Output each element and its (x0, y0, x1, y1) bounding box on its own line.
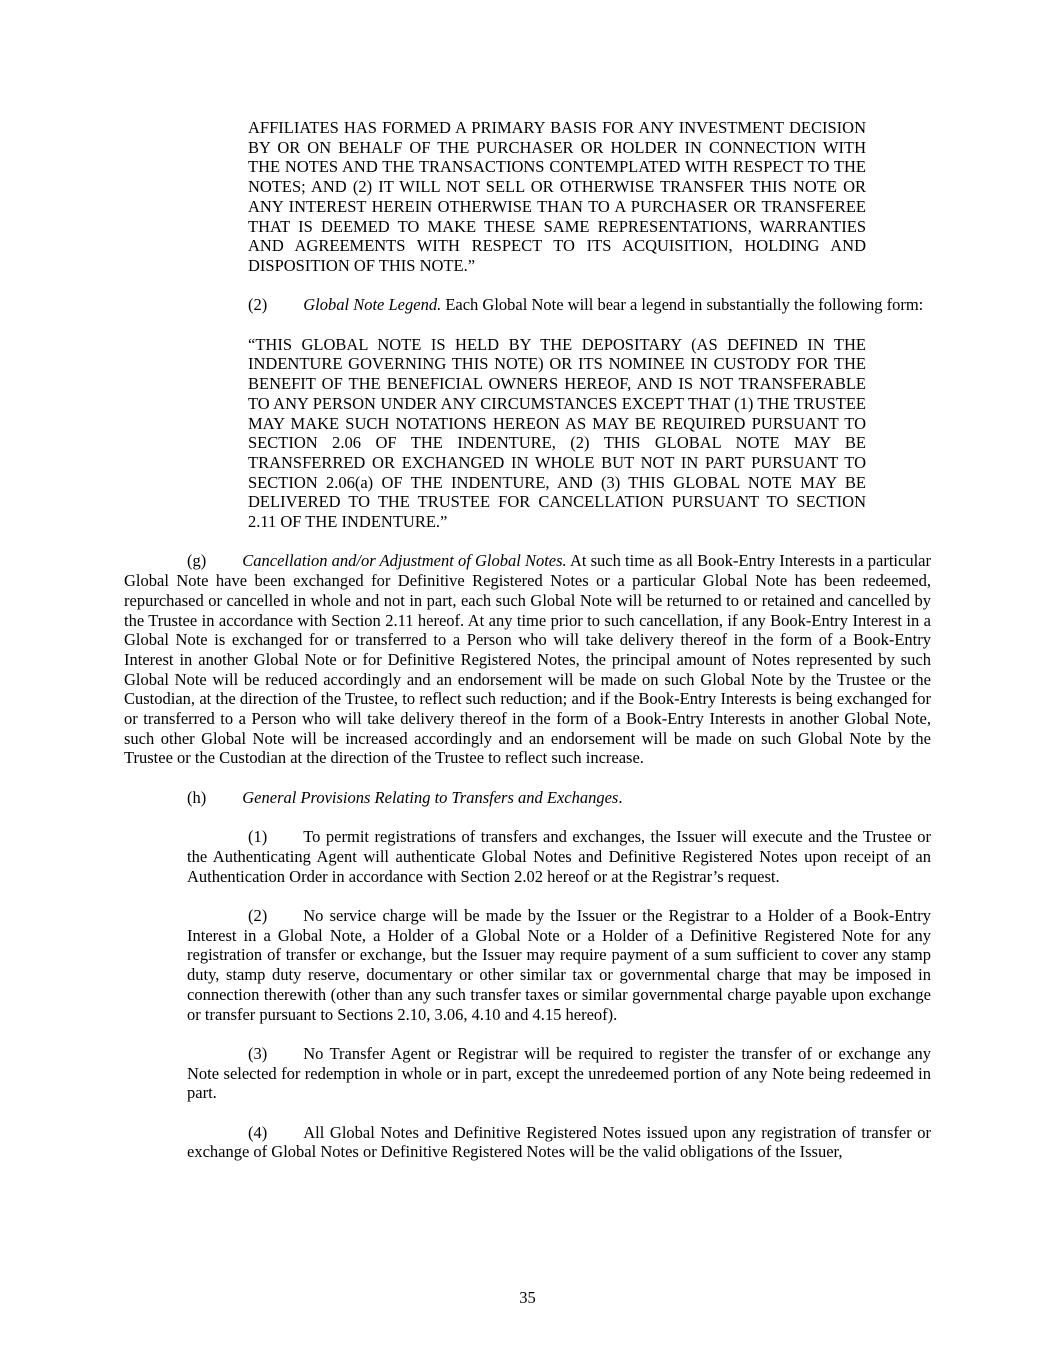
paragraph-sub-3 (187, 1044, 931, 1103)
paragraph-g (124, 551, 931, 768)
paragraph-global-note-legend (187, 295, 931, 315)
paragraph-marker: (3) (248, 1043, 268, 1063)
paragraph-marker: (h) (187, 787, 207, 807)
paragraph-text: To permit registrations of transfers and exchanges, the Issuer will execute and the Trustee or the Authenticating Agent will authenticate Global Notes and Definitive Registered Notes upon receipt of an Authentication Order in accordance with Section 2.02 hereof or at the Registrar’s request. (187, 827, 931, 886)
paragraph-sub-2 (187, 906, 931, 1024)
paragraph-title: Global Note Legend. (303, 295, 442, 315)
paragraph-title: Cancellation and/or Adjustment of Global Notes. (242, 551, 567, 571)
paragraph-text: No Transfer Agent or Registrar will be required to register the transfer of or exchange any Note selected for redemption in whole or in part, except the unredeemed portion of any Note being redeemed in part. (187, 1043, 931, 1103)
paragraph-marker: (4) (248, 1122, 268, 1142)
paragraph-text: Each Global Note will bear a legend in substantially the following form: (445, 295, 924, 315)
page-number: 35 (519, 1288, 536, 1308)
paragraph-h (124, 788, 931, 808)
paragraph-marker: (g) (187, 551, 207, 571)
paragraph-sub-4 (187, 1123, 931, 1162)
paragraph-text: No service charge will be made by the Issuer or the Registrar to a Holder of a Book-Entry Interest in a Global Note, a Holder of a Global Note or a Holder of a Definitive Registered Note for any registration of transfer or exchange, but the Issuer may require payment of a sum sufficient to cover any stamp duty, stamp duty reserve, documentary or other similar tax or governmental charge that may be imposed in connection therewith (other than any such transfer taxes or similar governmental charge payable upon exchange or transfer pursuant to Sections 2.10, 3.06, 4.10 and 4.15 hereof). (187, 906, 931, 1024)
paragraph-title: General Provisions Relating to Transfers and Exchanges (242, 787, 619, 807)
paragraph-text: At such time as all Book-Entry Interests in a particular Global Note have been exchanged for Definitive Registered Notes or a particular Global Note has been redeemed, repurchased or cancelled in whole and not in part, each such Global Note will be returned to or retained and cancelled by the Trustee in accordance with Section 2.11 hereof. At any time prior to such cancellation, if any Book-Entry Interest in a Global Note is exchanged for or transferred to a Person who will take delivery thereof in the form of a Book-Entry Interest in another Global Note or for Definitive Registered Notes, the principal amount of Notes represented by such Global Note will be reduced accordingly and an endorsement will be made on such Global Note by the Trustee or the Custodian, at the direction of the Trustee, to reflect such reduction; and if the Book-Entry Interests is being exchanged for or transferred to a Person who will take delivery thereof in the form of a Book-Entry Interests in another Global Note, such other Global Note will be increased accordingly and an endorsement will be made on such Global Note by the Trustee or the Custodian at the direction of the Trustee to reflect such increase. (124, 551, 931, 768)
legend-quote-global-note: “THIS GLOBAL NOTE IS HELD BY THE DEPOSITARY (AS DEFINED IN THE INDENTURE GOVERNING THIS NOTE) OR ITS NOMINEE IN CUSTODY FOR THE BENEFIT OF THE BENEFICIAL OWNERS HEREOF, AND IS NOT TRANSFERABLE TO ANY PERSON UNDER ANY CIRCUMSTANCES EXCEPT THAT (1) THE TRUSTEE MAY MAKE SUCH NOTATIONS HEREON AS MAY BE REQUIRED PURSUANT TO SECTION 2.06 OF THE INDENTURE, (2) THIS GLOBAL NOTE MAY BE TRANSFERRED OR EXCHANGED IN WHOLE BUT NOT IN PART PURSUANT TO SECTION 2.06(a) OF THE INDENTURE, AND (3) THIS GLOBAL NOTE MAY BE DELIVERED TO THE TRUSTEE FOR CANCELLATION PURSUANT TO SECTION 2.11 OF THE INDENTURE.” (248, 334, 866, 532)
paragraph-marker: (2) (248, 295, 268, 315)
paragraph-title-period: . (618, 787, 623, 807)
paragraph-sub-1 (187, 827, 931, 886)
legend-quote-affiliates: AFFILIATES HAS FORMED A PRIMARY BASIS FOR ANY INVESTMENT DECISION BY OR ON BEHALF OF THE PURCHASER OR HOLDER IN CONNECTION WITH THE NOTES AND THE TRANSACTIONS CONTEMPLATED WITH RESPECT TO THE NOTES; AND (2) IT WILL NOT SELL OR OTHERWISE TRANSFER THIS NOTE OR ANY INTEREST HEREIN OTHERWISE THAN TO A PURCHASER OR TRANSFEREE THAT IS DEEMED TO MAKE THESE SAME REPRESENTATIONS, WARRANTIES AND AGREEMENTS WITH RESPECT TO ITS ACQUISITION, HOLDING AND DISPOSITION OF THIS NOTE.” (248, 118, 866, 275)
paragraph-marker: (1) (248, 827, 268, 847)
paragraph-marker: (2) (248, 906, 268, 926)
paragraph-text: All Global Notes and Definitive Registered Notes issued upon any registration of transfer or exchange of Global Notes or Definitive Registered Notes will be the valid obligations of the Issuer, (187, 1122, 931, 1162)
